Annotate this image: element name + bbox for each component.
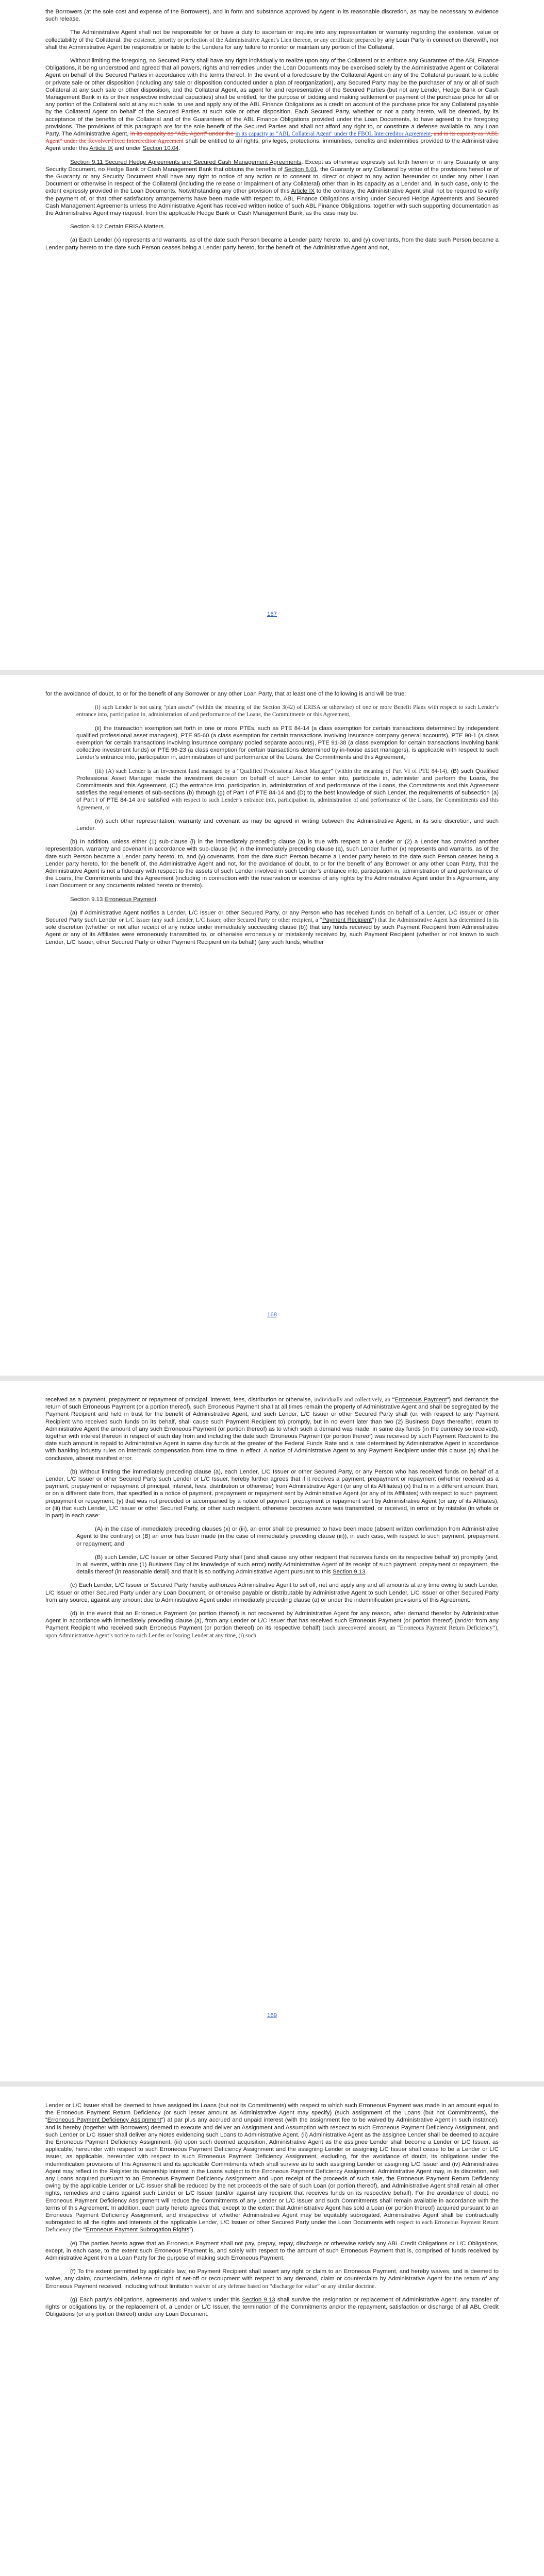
- page-number: 168: [267, 1312, 277, 1318]
- cross-reference-link[interactable]: Article IX: [291, 188, 315, 195]
- cross-reference-link[interactable]: Section 9.13: [333, 1569, 366, 1575]
- document-page-168: [0, 675, 544, 1376]
- paragraph-erroneous-c: (c) Each Lender, L/C Issuer or Secured Party hereby authorizes Administrative Agent to set off, net and apply any and all amounts at any time owing to such Lender, L/C Issuer or other Secured Party under any Loan Document, or otherwise payable or distributable by Administrative Agent to such Lender, L/C Issuer or other Secured Party from any source, against any amount due to Administrative Agent under immediately preceding clause (a) or under the indemnification provisions of this Agreement.: [45, 1582, 499, 1603]
- cross-reference-link[interactable]: Section 9.13: [242, 2296, 275, 2303]
- paragraph-erroneous-d-continued: Lender or L/C Issuer shall be deemed to have assigned its Loans (but not its Commitments) with respect to which such Erroneous Payment was made in an amount equal to the Erroneous Payment Return Deficiency (or such lesser amount as Administrative Agent may specify) (such assignment of the Loans (but not Commitments), the “Erroneous Payment Deficiency Assignment”) at par plus any accrued and unpaid interest (with the assignment fee to be waived by Administrative Agent in such instance), and is hereby (together with Borrowers) deemed to execute and deliver an Assignment and Assumption with respect to such Erroneous Payment Deficiency Assignment, and such Lender or L/C Issuer shall deliver any Notes evidencing such Loans to Administrative Agent, (ii) Administrative Agent as the assignee Lender shall be deemed to acquire the Erroneous Payment Deficiency Assignment, (iii) upon such deemed acquisition, Administrative Agent as the assignee Lender shall become a Lender or L/C Issuer, as applicable, hereunder with respect to such Erroneous Payment Deficiency Assignment and the assigning Lender or assigning L/C Issuer shall cease to be a Lender or L/C Issuer, as applicable, hereunder with respect to such Erroneous Payment Deficiency Assignment, excluding, for the avoidance of doubt, its obligations under the indemnification provisions of this Agreement and its applicable Commitments which shall survive as to such assigning Lender or assigning L/C Issuer and (iv) Administrative Agent may reflect in the Register its ownership interest in the Loans subject to the Erroneous Payment Deficiency Assignment. Administrative Agent may, in its discretion, sell any Loans acquired pursuant to an Erroneous Payment Deficiency Assignment and upon receipt of the proceeds of such sale, the Erroneous Payment Return Deficiency owing by the applicable Lender or L/C Issuer shall be reduced by the net proceeds of the sale of such Loan (or portion thereof), and Administrative Agent shall retain all other rights, remedies and claims against such Lender or L/C Issuer (and/or against any recipient that receives funds on its respective behalf). For the avoidance of doubt, no Erroneous Payment Deficiency Assignment will reduce the Commitments of any Lender or L/C Issuer and such Commitments shall remain available in accordance with the terms of this Agreement. In addition, each party hereto agrees that, except to the extent that Administrative Agent has sold a Loan (or portion thereof) acquired pursuant to an Erroneous Payment Deficiency Assignment, and irrespective of whether Administrative Agent may be equitably subrogated, Administrative Agent shall be contractually subrogated to all the rights and interests of the applicable Lender, L/C Issuer or other Secured Party under the Loan Documents with respect to each Erroneous Payment Return Deficiency (the “Erroneous Payment Subrogation Rights”).: [45, 2103, 499, 2233]
- paragraph-erisa-a: (a) Each Lender (x) represents and warrants, as of the date such Person became a Lender party hereto, to, and (y) covenants, from the date such Person became a Lender party hereto to the date such Person ceases being a Lender party hereto, for the benefit of, the Administrative Agent and not,: [45, 237, 499, 251]
- clause-B: (B) such Lender, L/C Issuer or other Secured Party shall (and shall cause any other recipient that receives funds on its respective behalf to) promptly (and, in all events, within one (1) Business Day of its knowledge of such error) notify Administrative Agent of its receipt of such payment, prepayment or repayment, the details thereof (in reasonable detail) and that it is so notifying Administrative Agent pursuant to this Section 9.13.: [76, 1554, 499, 1575]
- document-page-170: [0, 2087, 544, 2576]
- cross-reference-link[interactable]: Article IX: [89, 145, 113, 152]
- paragraph-secured-party-rights: Without limiting the foregoing, no Secured Party shall have any right individually to realize upon any of the Collateral or to enforce any Guarantee of the ABL Finance Obligations, it being understood and agreed that all powers, rights and remedies under the Loan Documents may be exercised solely by the Administrative Agent or Collateral Agent on behalf of the Secured Parties in accordance with the terms thereof. In the event of a foreclosure by the Collateral Agent on any of the Collateral pursuant to a public or private sale or other disposition (including any sale or disposition conducted under a plan of reorganization), any Secured Party may be the purchaser of any or all of such Collateral at any such sale or other disposition, and the Collateral Agent, as agent for and representative of the Secured Parties (but not any Lender, Hedge Bank or Cash Management Bank in its or their respective individual capacities) shall be entitled, for the purpose of bidding and making settlement or payment of the purchase price for all or any portion of the Collateral sold at any such sale, to use and apply any of the ABL Finance Obligations as a credit on account of the purchase price for any Collateral payable by the Collateral Agent on behalf of the Secured Parties at such sale or other disposition. Each Secured Party, whether or not a party hereto, will be deemed, by its acceptance of the benefits of the Collateral and of the Guarantees of the ABL Finance Obligations provided under the Loan Documents, to have agreed to the foregoing provisions. The provisions of this paragraph are for the sole benefit of the Secured Parties and shall not afford any right to, or constitute a defense available to, any Loan Party. The Administrative Agent, in its capacity as "ABL Agent" under the in its capacity as "ABL Collateral Agent" under the FBOL Intercreditor Agreement, and in its capacity as "ABL Agent" under the Revolver/Fixed Intercreditor Agreement shall be entitled to all rights, privileges, protections, immunities, benefits and indemnities provided to the Administrative Agent under this Article IX and under Section 10.04.: [45, 58, 499, 152]
- inserted-text: in its capacity as "ABL Collateral Agent" under the FBOL Intercreditor Agreement: [235, 131, 431, 138]
- section-heading: Section 9.11 Secured Hedge Agreements and Secured Cash Management Agreements: [70, 159, 302, 165]
- cross-reference-link[interactable]: Section 8.01: [284, 166, 317, 173]
- deleted-text: in its capacity as "ABL Agent" under the: [130, 131, 236, 138]
- paragraph-erroneous-g: (g) Each party’s obligations, agreements and waivers under this Section 9.13 shall survive the resignation or replacement of Administrative Agent, any transfer of rights or obligations by, or the replacement of, a Lender or L/C Issuer, the termination of the Commitments and/or the repayment, satisfaction or discharge of all ABL Credit Obligations (or any portion thereof) under any Loan Document.: [45, 2296, 499, 2318]
- section-9-13-heading: Section 9.13 Erroneous Payment.: [70, 896, 158, 903]
- section-9-12-heading: Section 9.12 Certain ERISA Matters.: [70, 224, 166, 230]
- paragraph-erroneous-b: (b) Without limiting the immediately preceding clause (a), each Lender, L/C Issuer or other Secured Party, or any Person who has received funds on behalf of a Lender, L/C Issuer or other Secured Party such Lender or L/C Issuer, hereby further agrees that if it receives a payment, prepayment or repayment (whether received as a payment, prepayment or repayment of principal, interest, fees, distribution or otherwise) from Administrative Agent (or any of its Affiliates) (x) that is in a different amount than, or on a different date from, that specified in a notice of payment, prepayment or repayment sent by Administrative Agent (or any of its Affiliates) with respect to such payment, prepayment or repayment, (y) that was not preceded or accompanied by a notice of payment, prepayment or repayment sent by Administrative Agent (or any of its Affiliates), or (iii) that such Lender, L/C Issuer or other Secured Party, or other such recipient, otherwise becomes aware was transmitted, or received, in error or by mistake (in whole or in part) in each case:: [45, 1468, 499, 1519]
- clause-iii: (iii) (A) such Lender is an investment fund managed by a “Qualified Professional Asset Manager” (within the meaning of Part VI of PTE 84-14), (B) such Qualified Professional Asset Manager made the investment decision on behalf of such Lender to enter into, participate in, administer and perform the Loans, the Commitments and this Agreement, (C) the entrance into, participation in, administration of and performance of the Loans, the Commitments and this Agreement satisfies the requirements of sub-sections (b) through (g) of Part I of PTE 84-14 and (D) to the best knowledge of such Lender, the requirements of subsection (a) of Part I of PTE 84-14 are satisfied with respect to such Lender’s entrance into, participation in, administration of and performance of the Loans, the Commitments and this Agreement, or: [76, 768, 499, 811]
- clause-i: (i) such Lender is not using “plan assets” (within the meaning of the Section 3(42) of ERISA or otherwise) of one or more Benefit Plans with respect to such Lender’s entrance into, participation in, administration of and performance of the Loans, the Commitments or this Agreement,: [76, 704, 499, 718]
- paragraph-erroneous-f: (f) To the extent permitted by applicable law, no Payment Recipient shall assert any right or claim to an Erroneous Payment, and hereby waives, and is deemed to waive, any claim, counterclaim, defense or right of set-off or recoupment with respect to any demand, claim or counterclaim by Administrative Agent for the return of any Erroneous Payment received, including without limitation waiver of any defense based on “discharge for value” or any similar doctrine.: [45, 2268, 499, 2290]
- paragraph-release-evidence: the Borrowers (at the sole cost and expense of the Borrowers), and in form and substance approved by Agent in its reasonable discretion, as may be necessary to evidence such release.: [45, 9, 499, 23]
- paragraph-erroneous-e: (e) The parties hereto agree that an Erroneous Payment shall not pay, prepay, repay, discharge or otherwise satisfy any ABL Credit Obligations or L/C Obligations, except, in each case, to the extent such Erroneous Payment is, and solely with respect to the amount of such Erroneous Payment that is, comprised of funds received by Administrative Agent from a Loan Party for the purpose of making such Erroneous Payment.: [45, 2240, 499, 2262]
- document-page-167: [0, 0, 544, 670]
- paragraph-erroneous-d: (d) In the event that an Erroneous Payment (or portion thereof) is not recovered by Administrative Agent for any reason, after demand therefor by Administrative Agent in accordance with immediately preceding clause (a), from any Lender or L/C Issuer that has received such Erroneous Payment (or portion thereof) (and/or from any Payment Recipient who received such Erroneous Payment (or portion thereof) on its respective behalf) (such unrecovered amount, an “Erroneous Payment Return Deficiency”), upon Administrative Agent’s notice to such Lender or Issuing Lender at any time, (i) such: [45, 1611, 499, 1639]
- clause-A: (A) in the case of immediately preceding clauses (x) or (iii), an error shall be presumed to have been made (absent written confirmation from Administrative Agent to the contrary) or (B) an error has been made (in the case of immediately preceding clause (iii)), in each case, with respect to such payment, prepayment or repayment; and: [76, 1526, 499, 1547]
- paragraph-erroneous-a: (a) If Administrative Agent notifies a Lender, L/C Issuer or other Secured Party, or any Person who has received funds on behalf of a Lender, L/C Issuer or other Secured Party such Lender or L/C Issuer (any such Lender, L/C Issuer, other Secured Party or other recipient, a “Payment Recipient”) that the Administrative Agent has determined in its sole discretion (whether or not after receipt of any notice under immediately succeeding clause (b)) that any funds received by such Payment Recipient from Administrative Agent or any of its Affiliates were erroneously transmitted to, or otherwise erroneously or mistakenly received by, such Payment Recipient (whether or not known to such Lender, L/C Issuer, other Secured Party or other Payment Recipient on its behalf) (any such funds, whether: [45, 909, 499, 945]
- clause-ii: (ii) the transaction exemption set forth in one or more PTEs, such as PTE 84-14 (a class exemption for certain transactions determined by independent qualified professional asset managers), PTE 95-60 (a class exemption for certain transactions involving insurance company general accounts), PTE 90-1 (a class exemption for certain transactions involving insurance company pooled separate accounts), PTE 91-38 (a class exemption for certain transactions involving bank collective investment funds) or PTE 96-23 (a class exemption for certain transactions determined by in-house asset managers), is applicable with respect to such Lender’s entrance into, participation in, administration of and performance of the Loans, the Commitments and this Agreement,: [76, 725, 499, 761]
- document-page-169: [0, 1381, 544, 2081]
- paragraph-erroneous-a-continued: received as a payment, prepayment or repayment of principal, interest, fees, distribution or otherwise, individually and collectively, an “Erroneous Payment”) and demands the return of such Erroneous Payment (or a portion thereof), such Erroneous Payment shall at all times remain the property of Administrative Agent and shall be segregated by the Payment Recipient and held in trust for the benefit of Administrative Agent, and such Lender, L/C Issuer or other Secured Party shall (or, with respect to any Payment Recipient who received such funds on its behalf, shall cause such Payment Recipient to) promptly, but in no event later than two (2) Business Days thereafter, return to Administrative Agent the amount of any such Erroneous Payment (or portion thereof) as to which such a demand was made, in same day funds (in the currency so received), together with interest thereon in respect of each day from and including the date such Erroneous Payment (or portion thereof) was received by such Payment Recipient to the date such amount is repaid to Administrative Agent in same day funds at the greater of the Federal Funds Rate and a rate determined by Administrative Agent in accordance with banking industry rules on interbank compensation from time to time in effect. A notice of Administrative Agent to any Payment Recipient under this clause (a) shall be conclusive, absent manifest error.: [45, 1397, 499, 1462]
- page-number: 167: [267, 611, 277, 617]
- paragraph-erisa-continued: for the avoidance of doubt, to or for the benefit of any Borrower or any other Loan Party, that at least one of the following is and will be true:: [45, 691, 406, 697]
- cross-reference-link[interactable]: Section 10.04: [142, 145, 179, 152]
- section-9-11-paragraph: Section 9.11 Secured Hedge Agreements and Secured Cash Management Agreements. Except as otherwise expressly set forth herein or in any Guaranty or any Security Document, no Hedge Bank or Cash Management Bank that obtains the benefits of Section 8.01, the Guaranty or any Collateral by virtue of the provisions hereof or of the Guaranty or any Security Document shall have any right to notice of any action or to consent to, direct or object to any action hereunder or under any other Loan Document or otherwise in respect of the Collateral (including the release or impairment of any Collateral) other than in its capacity as a Lender and, in such case, only to the extent expressly provided in the Loan Documents. Notwithstanding any other provision of this Article IX to the contrary, the Administrative Agent shall not be required to verify the payment of, or that other satisfactory arrangements have been made with respect to, ABL Finance Obligations arising under Secured Hedge Agreements and Secured Cash Management Agreements unless the Administrative Agent has received written notice of such ABL Finance Obligations, together with such supporting documentation as the Administrative Agent may request, from the applicable Hedge Bank or Cash Management Bank, as the case may be.: [45, 159, 499, 217]
- paragraph-erisa-b: (b) In addition, unless either (1) sub-clause (i) in the immediately preceding clause (a) is true with respect to a Lender or (2) a Lender has provided another representation, warranty and covenant in accordance with sub-clause (iv) in the immediately preceding clause (a), such Lender further (x) represents and warrants, as of the date such Person became a Lender party hereto, to, and (y) covenants, from the date such Person became a Lender party hereto to the date such Person ceases being a Lender party hereto, for the benefit of, the Administrative Agent and not, for the avoidance of doubt, to or for the benefit of any Borrower or any other Loan Party, that the Administrative Agent is not a fiduciary with respect to the assets of such Lender involved in such Lender’s entrance into, participation in, administration of and performance of the Loans, the Commitments and this Agreement (including in connection with the reservation or exercise of any rights by the Administrative Agent under this Agreement, any Loan Document or any documents related hereto or thereto).: [45, 839, 499, 889]
- clause-iv: (iv) such other representation, warranty and covenant as may be agreed in writing between the Administrative Agent, in its sole discretion, and such Lender.: [76, 818, 499, 832]
- deleted-text: , and in its capacity as "ABL Agent" under the Revolver/Fixed Intercreditor Agreement: [45, 131, 499, 145]
- paragraph-collateral-responsibility: The Administrative Agent shall not be responsible for or have a duty to ascertain or inquire into any representation or warranty regarding the existence, value or collectability of the Collateral, the existence, priority or perfection of the Administrative Agent’s Lien thereon, or any certificate prepared by any Loan Party in connection therewith, nor shall the Administrative Agent be responsible or liable to the Lenders for any failure to monitor or maintain any portion of the Collateral.: [45, 29, 499, 50]
- page-number: 169: [267, 2012, 277, 2019]
